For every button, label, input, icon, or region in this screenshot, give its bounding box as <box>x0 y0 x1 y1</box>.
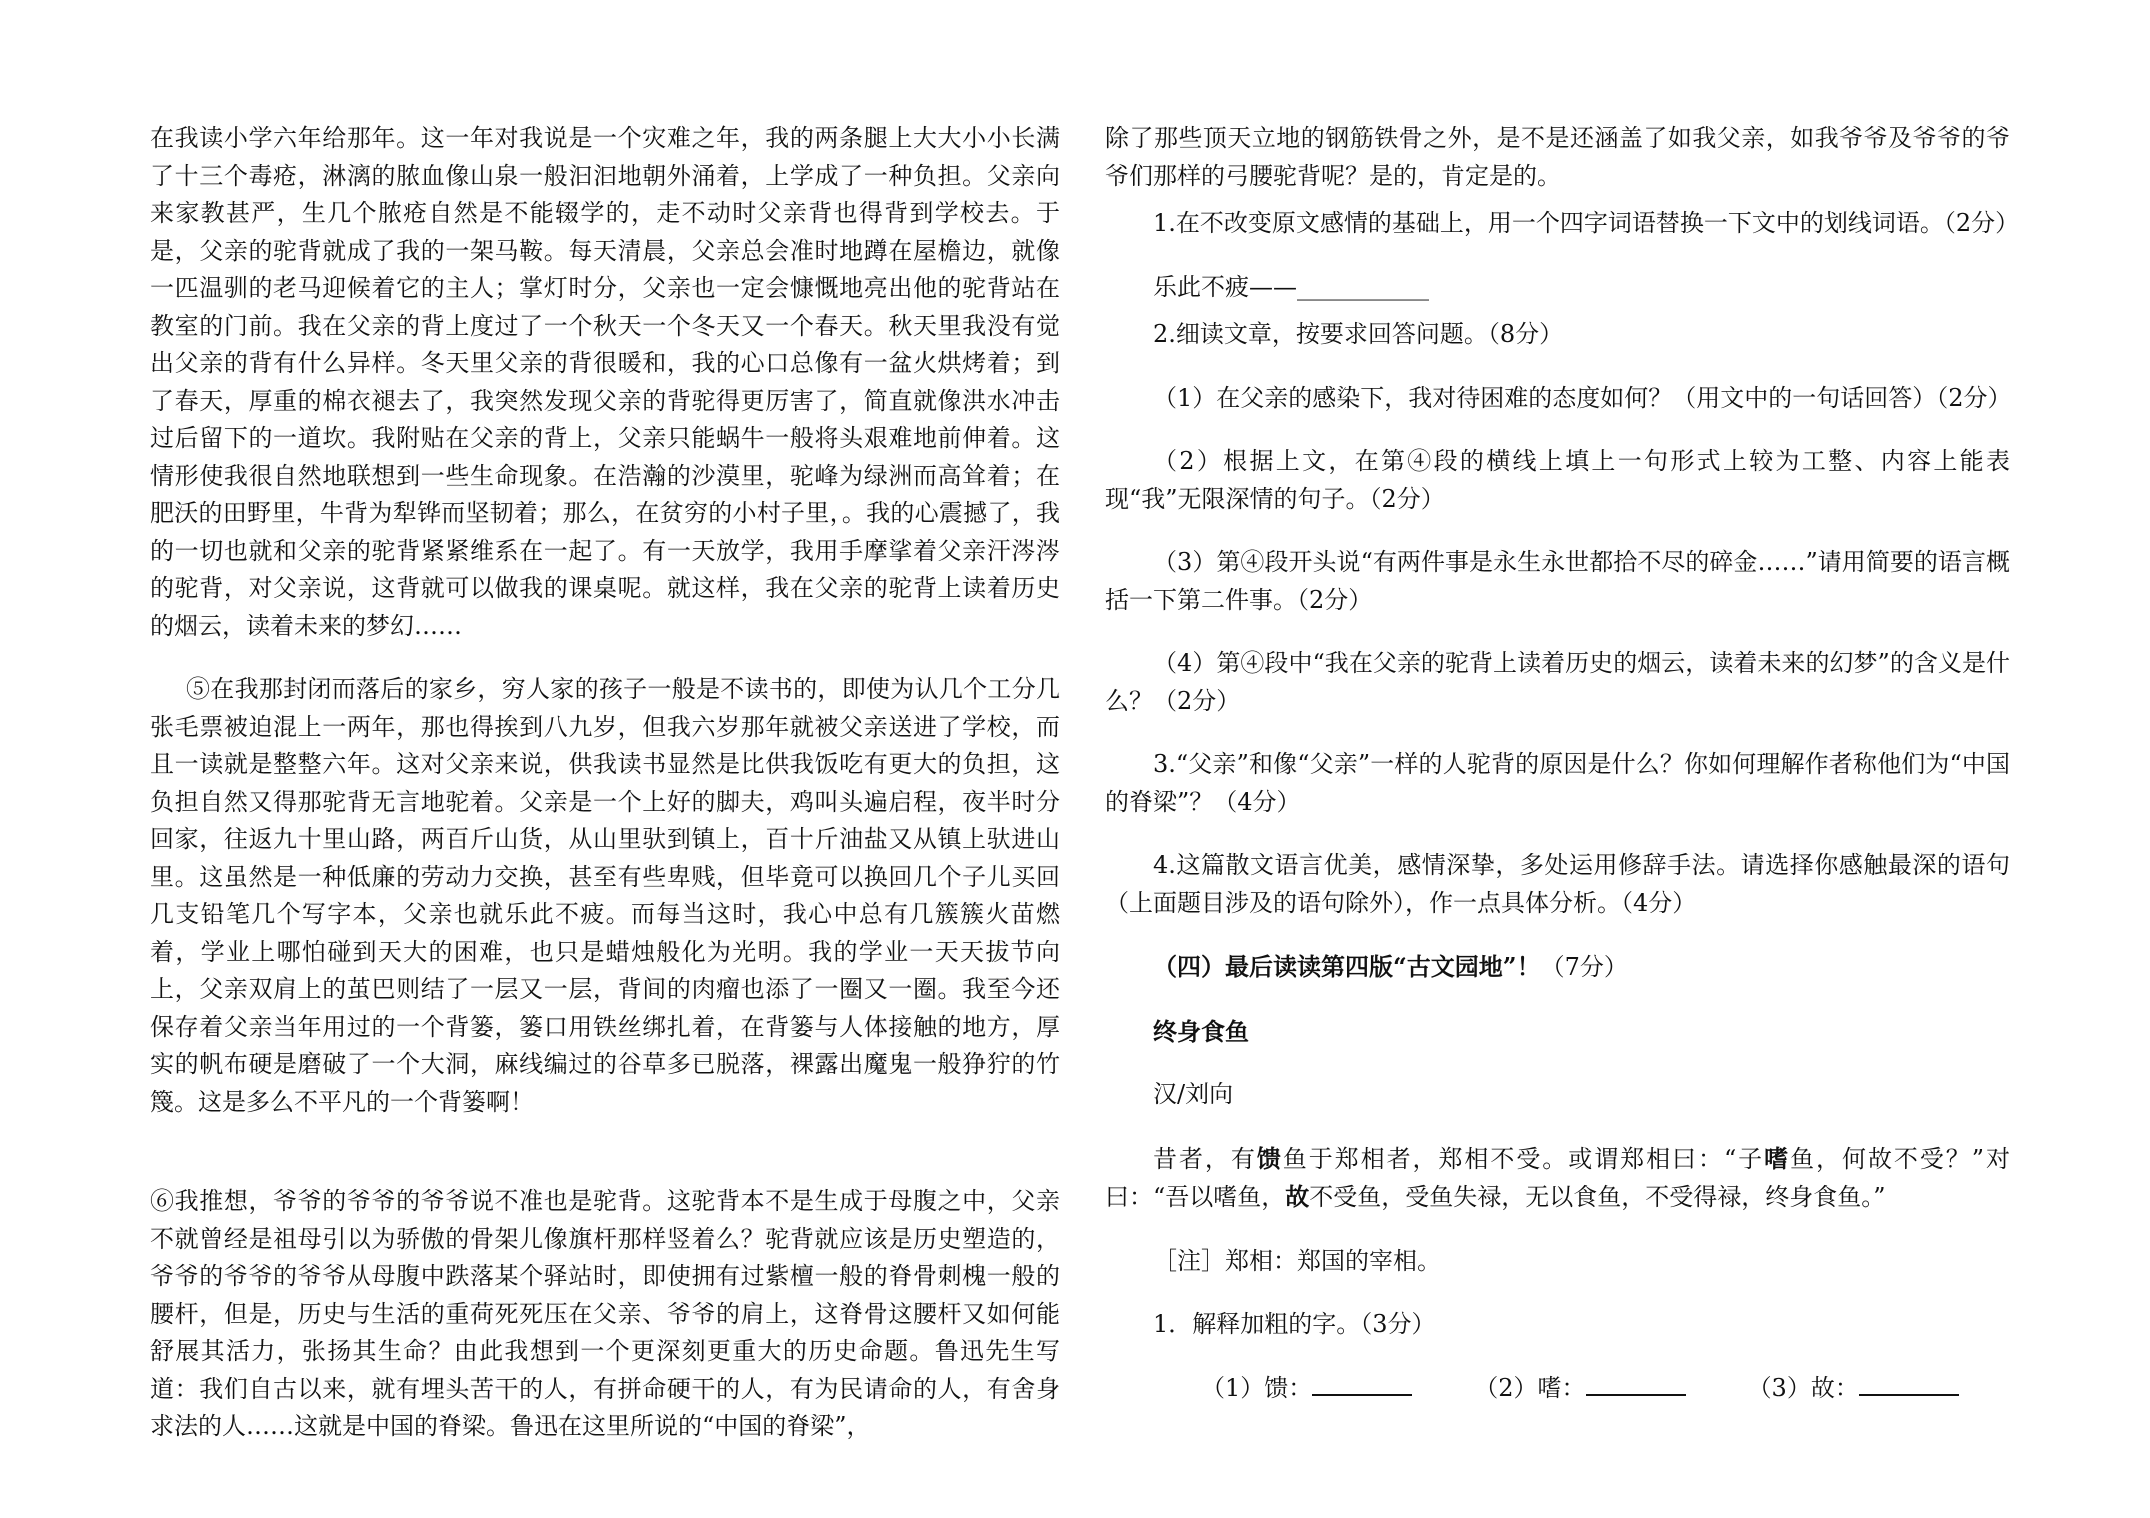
section-4-title: （四）最后读读第四版“古文园地”！ <box>1153 952 1541 981</box>
paragraph-4-continued: 在我读小学六年给那年。这一年对我说是一个灾难之年，我的两条腿上大大小小长满了十三个毒疮，淋漓的脓血像山泉一般汩汩地朝外涌着，上学成了一种负担。父亲向来家教甚严，生几个脓疮自然是不能辍学的，走不动时父亲背也得背到学校去。于是，父亲的驼背就成了我的一架马鞍。每天清晨，父亲总会准时地蹲在屋檐边，就像一匹温驯的老马迎候着它的主人；掌灯时分，父亲也一定会慷慨地亮出他的驼背站在教室的门前。我在父亲的背上度过了一个秋天一个冬天又一个春天。秋天里我没有觉出父亲的背有什么异样。冬天里父亲的背很暖和，我的心口总像有一盆火烘烤着；到了春天，厚重的棉衣褪去了，我突然发现父亲的背驼得更厉害了，简直就像洪水冲击过后留下的一道坎。我附贴在父亲的背上，父亲只能蜗牛一般将头艰难地前伸着。这情形使我很自然地联想到一些生命现象。在浩瀚的沙漠里，驼峰为绿洲而高耸着；在肥沃的田野里，牛背为犁铧而坚韧着；那么，在贫穷的小村子里，。我的心震撼了，我的一切也就和父亲的驼背紧紧维系在一起了。有一天放学，我用手摩挲着父亲汗涔涔的驼背，对父亲说，这背就可以做我的课桌呢。就这样，我在父亲的驼背上读着历史的烟云，读着未来的梦幻…… <box>150 124 1060 640</box>
classical-note: ［注］郑相：郑国的宰相。 <box>1153 1246 1441 1275</box>
section-4-heading <box>1105 948 2010 987</box>
bold-char-kui: 馈 <box>1256 1143 1283 1173</box>
question-5-item-1: （1）馈： <box>1153 1370 1412 1408</box>
answer-blank[interactable] <box>1312 1372 1412 1396</box>
paragraph-6: ⑥我推想，爷爷的爷爷的爷爷说不准也是驼背。这驼背本不是生成于母腹之中，父亲不就曾经是祖母引以为骄傲的骨架儿像旗杆那样竖着么？驼背就应该是历史塑造的，爷爷的爷爷的爷爷从母腹中跌落某个驿站时，即使拥有过紫檀一般的脊骨刺槐一般的腰杆，但是，历史与生活的重荷死死压在父亲、爷爷的肩上，这脊骨这腰杆又如何能舒展其活力，张扬其生命？由此我想到一个更深刻更重大的历史命题。鲁迅先生写道：我们自古以来，就有埋头苦干的人，有拼命硬干的人，有为民请命的人，有舍身求法的人……这就是中国的脊梁。鲁迅在这里所说的“中国的脊梁”， <box>150 1187 1060 1440</box>
question-2-1: （1）在父亲的感染下，我对待困难的态度如何？（用文中的一句话回答）（2分） <box>1153 383 2012 412</box>
question-2: 2.细读文章，按要求回答问题。（8分） <box>1153 320 1564 348</box>
question-2-2: （2）根据上文，在第④段的横线上填上一句形式上较为工整、内容上能表现“我”无限深情的句子。（2分） <box>1105 447 2010 513</box>
question-5-item-3: （3）故： <box>1700 1370 1959 1408</box>
bold-char-shi: 嗜 <box>1764 1143 1791 1173</box>
question-4: 4.这篇散文语言优美，感情深挚，多处运用修辞手法。请选择你感触最深的语句（上面题目涉及的语句除外），作一点具体分析。（4分） <box>1105 851 2010 917</box>
answer-blank[interactable] <box>1586 1372 1686 1396</box>
paragraph-5: ⑤在我那封闭而落后的家乡，穷人家的孩子一般是不读书的，即使为认几个工分几张毛票被迫混上一两年，那也得挨到八九岁，但我六岁那年就被父亲送进了学校，而且一读就是整整六年。这对父亲来说，供我读书显然是比供我饭吃有更大的负担，这负担自然又得那驼背无言地驼着。父亲是一个上好的脚夫，鸡叫头遍启程，夜半时分回家，往返九十里山路，两百斤山货，从山里驮到镇上，百十斤油盐又从镇上驮进山里。这虽然是一种低廉的劳动力交换，甚至有些卑贱，但毕竟可以换回几个子儿买回几支铅笔几个写字本，父亲也就乐此不疲。而每当这时，我心中总有几簇簇火苗燃着，学业上哪怕碰到天大的困难，也只是蜡烛般化为光明。我的学业一天天拔节向上，父亲双肩上的茧巴则结了一层又一层，背间的肉瘤也添了一圈又一圈。我至今还保存着父亲当年用过的一个背篓，篓口用铁丝绑扎着，在背篓与人体接触的地方，厚实的帆布硬是磨破了一个大洞，麻线编过的谷草多已脱落，裸露出魔鬼一般狰狞的竹篾。这是多么不平凡的一个背篓啊！ <box>150 675 1060 1116</box>
classical-segment: 昔者，有 <box>1153 1144 1257 1173</box>
section-4-score: （7分） <box>1540 953 1628 981</box>
question-2-4: （4）第④段中“我在父亲的驼背上读着历史的烟云，读着未来的幻梦”的含义是什么？（2分） <box>1105 649 2010 715</box>
answer-blank[interactable] <box>1859 1372 1959 1396</box>
question-5: 1．解释加粗的字。（3分） <box>1153 1310 1436 1338</box>
bold-char-gu: 故 <box>1285 1182 1310 1211</box>
question-5-items <box>1105 1370 2010 1408</box>
left-column <box>150 120 1060 1446</box>
classical-segment: 鱼，何故不受？”对曰：“吾以嗜鱼， <box>1105 1144 2010 1211</box>
right-column <box>1105 120 2020 1407</box>
paragraph-6-continued: 除了那些顶天立地的钢筋铁骨之外，是不是还涵盖了如我父亲，如我爷爷及爷爷的爷爷们那样的弓腰驼背呢？是的，肯定是的。 <box>1105 124 2010 190</box>
classical-text-author: 汉/刘向 <box>1153 1080 1234 1108</box>
classical-text-body <box>1105 1140 2010 1217</box>
question-3: 3.“父亲”和像“父亲”一样的人驼背的原因是什么？你如何理解作者称他们为“中国的脊梁”？（4分） <box>1105 750 2010 816</box>
classical-segment: 鱼于郑相者，郑相不受。或谓郑相曰：“子 <box>1282 1144 1765 1173</box>
question-1-answer-line: 乐此不疲——___________ <box>1153 272 1429 301</box>
classical-segment: 不受鱼，受鱼失禄，无以食鱼，不受得禄，终身食鱼。” <box>1309 1183 1886 1211</box>
question-5-item-2: （2）嗜： <box>1426 1370 1685 1408</box>
question-1: 1.在不改变原文感情的基础上，用一个四字词语替换一下文中的划线词语。（2分） <box>1153 209 2020 237</box>
question-2-3: （3）第④段开头说“有两件事是永生永世都拾不尽的碎金……”请用简要的语言概括一下第二件事。（2分） <box>1105 548 2010 614</box>
classical-text-title: 终身食鱼 <box>1153 1016 1249 1046</box>
